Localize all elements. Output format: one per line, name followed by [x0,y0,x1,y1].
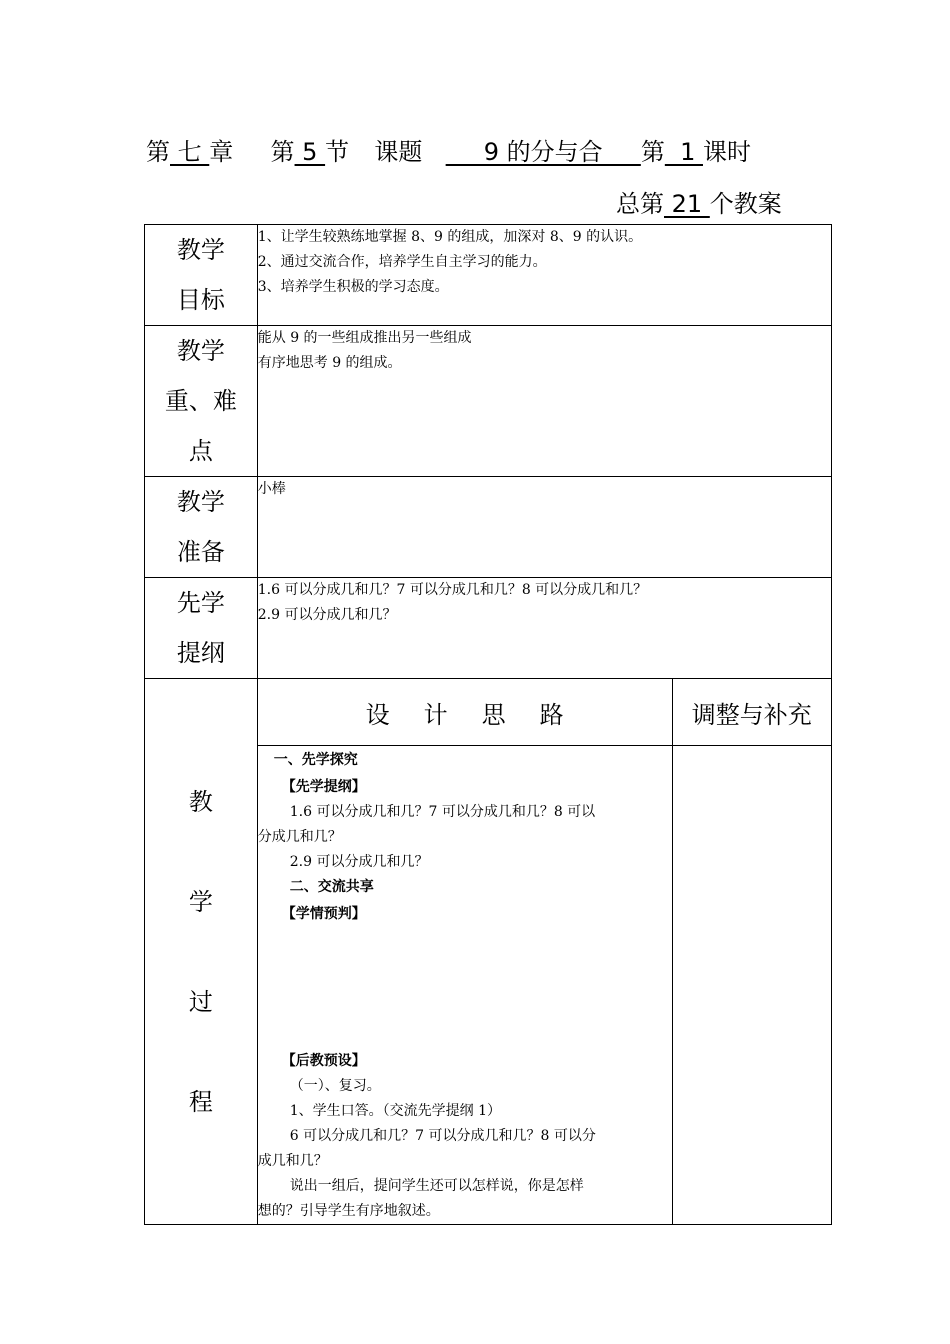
key-point-line: 能从 9 的一些组成推出另一些组成 [257,330,472,346]
design-content: 一、先学探究 【先学提纲】 1.6 可以分成几和几？7 可以分成几和几？8 可以 分成几和几？ 2.9 可以分成几和几？ 二、交流共享 【学情预判】 【后教预设】 （一）、复习。 1、学生口答。（交流先学提纲 1） 6 可以分成几和几？7 可以分成几和几？8 可以分 成几和几？ 说出一组后，提问学生还可以怎样说，你是怎样 想的？引导学生有序地叙述。 [257,746,672,1225]
outline-label: 先学 提纲 [145,578,258,679]
total-value: 21 [664,190,710,218]
lesson-plan-table [144,224,832,1225]
prep-content [257,477,831,578]
section-heading: 二、交流共享 [289,879,374,895]
prep-label: 教学 准备 [145,477,258,578]
goal-line: 1、让学生较熟练地掌握 8、9 的组成，加深对 8、9 的认识。 [257,229,643,245]
outline-line: 2.9 可以分成几和几？ [257,607,397,623]
outline-line: 1.6 可以分成几和几？7 可以分成几和几？8 可以分成几和几？ [257,582,648,598]
goals-content [257,225,831,326]
goals-row [145,225,832,326]
lesson-suffix: 课时 [702,138,751,166]
goal-line: 2、通过交流合作，培养学生自主学习的能力。 [257,254,547,270]
section-suffix: 节 [325,138,350,166]
outline-content [257,578,831,679]
key-points-content [257,326,831,477]
lesson-header [146,132,751,167]
prep-row [145,477,832,578]
section-subheading: 【学情预判】 [281,906,366,922]
topic-label: 课题 [374,138,423,166]
process-label: 教 学 过 程 [145,679,258,1225]
total-prefix: 总第 [616,190,664,218]
key-points-row [145,326,832,477]
section-value: 5 [294,138,326,166]
lesson-prefix: 第 [640,138,665,166]
topic-value: 9 的分与合 [445,138,641,166]
section-prefix: 第 [270,138,295,166]
key-points-label: 教学 重、难 点 [145,326,258,477]
lesson-value: 1 [664,138,703,166]
prep-line: 小棒 [257,481,286,497]
section-subheading: 【先学提纲】 [281,779,366,795]
adjust-header: 调整与补充 [672,679,832,746]
section-heading: 一、先学探究 [273,752,358,768]
goals-label: 教学 目标 [145,225,258,326]
total-suffix: 个教案 [709,190,782,218]
total-lesson-count [616,184,782,219]
key-point-line: 有序地思考 9 的组成。 [257,355,402,371]
chapter-suffix: 章 [209,138,234,166]
outline-row [145,578,832,679]
design-header: 设计思路 [257,679,672,746]
chapter-value: 七 [170,138,210,166]
goal-line: 3、培养学生积极的学习态度。 [257,279,449,295]
section-subheading: 【后教预设】 [281,1053,366,1069]
chapter-prefix: 第 [146,138,170,166]
process-header-row [145,679,832,746]
adjust-content [672,746,832,1225]
